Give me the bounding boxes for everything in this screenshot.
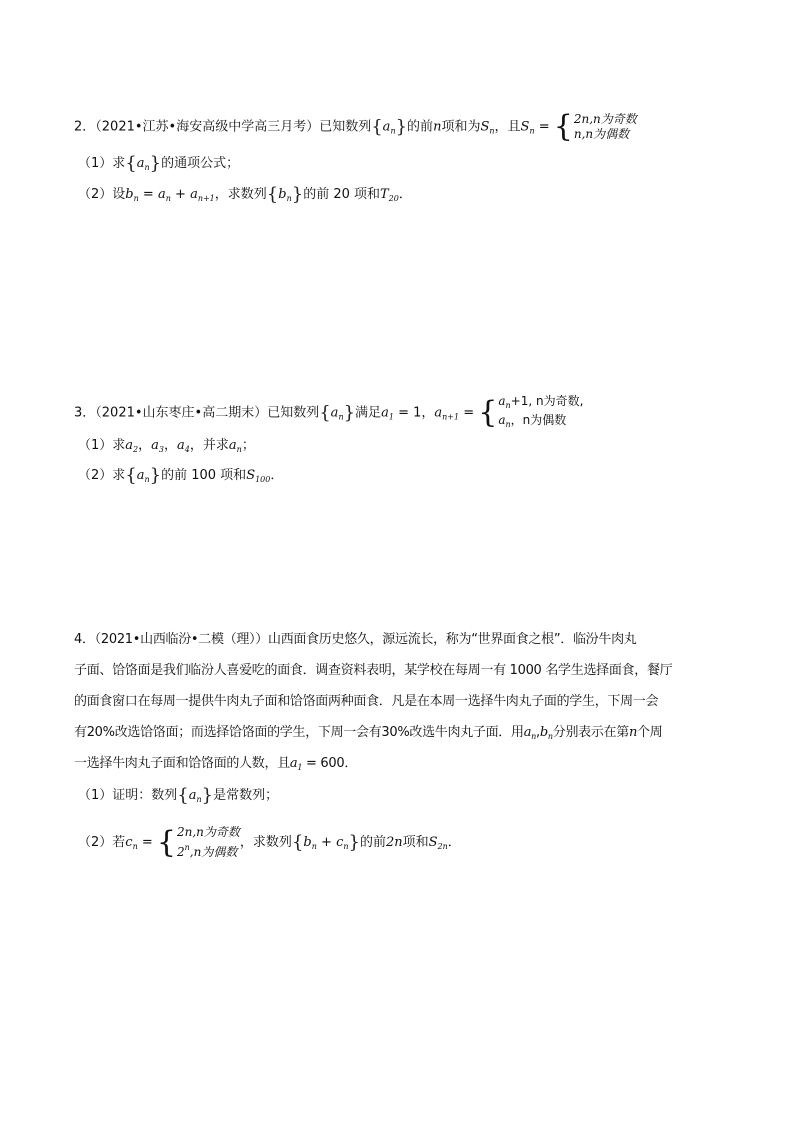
q2-p1-tail: 的通项公式； [161, 156, 240, 171]
q4-a1-val: = 600 [306, 756, 345, 771]
q2-tail: 项和为 [441, 119, 481, 135]
q3-case1-sub: n [505, 401, 511, 410]
q4-var-b-sub: n [547, 732, 553, 741]
q2-p2-plus: + [175, 187, 186, 202]
q2-source: （2021•江苏•海安高级中学高三月考） [95, 119, 320, 135]
q3-S-sub: 100 [255, 475, 271, 484]
q3-p2-a-sub: n [144, 475, 150, 484]
q4-p2-b-sub: n [311, 842, 317, 851]
q3-source: （2021•山东枣庄•高二期末） [95, 405, 268, 421]
q4-p2-mid: ，求数列 [239, 835, 292, 850]
q3-seq-sub: n [338, 412, 344, 422]
q3-case2-a: a [498, 413, 506, 427]
q2-S: S [480, 119, 490, 135]
q2-sub-n: n [390, 126, 396, 136]
q2-p1-label: （1）求 [78, 156, 126, 171]
brace-left: { [125, 153, 137, 174]
q3-part1 [78, 437, 255, 459]
q3-p1-label: （1）求 [78, 438, 126, 453]
q4-text-1: 山西面食历史悠久，源远流长，称为“世界面食之根”．临汾牛肉丸 [268, 632, 637, 647]
q3-comma1: ， [138, 438, 152, 453]
q3-p2-label: （2）求 [78, 468, 126, 483]
q4-p2-tail: 的前 [359, 835, 386, 850]
q2-p2-label: （2）设 [78, 187, 126, 202]
q4-p1-tail: 是常数列； [213, 788, 279, 803]
brace-left: { [291, 832, 304, 853]
q3-eq: = [463, 405, 475, 421]
q4-var-b: b [539, 725, 548, 740]
brace-left: { [319, 402, 331, 424]
q2-p2-a2: a [190, 187, 198, 202]
q2-part2 [78, 186, 412, 208]
q2-mid: 的前 [407, 119, 434, 135]
q4-text-4-tail: 个周 [637, 725, 663, 740]
q3-an: a [228, 438, 237, 453]
q2-T: T [380, 187, 389, 202]
brace-right: } [395, 116, 408, 138]
brace-right: } [348, 832, 360, 853]
q2-p2-b: b [125, 187, 134, 202]
q4-part1 [78, 787, 278, 809]
q4-line1 [74, 631, 636, 649]
q3-an1-sub: n+1 [442, 412, 460, 422]
q2-and: ，且 [494, 119, 521, 135]
q4-c: c [125, 835, 133, 850]
q4-number: 4． [74, 632, 95, 647]
q4-text-3: 的面食窗口在每周一提供牛肉丸子面和饸饹面两种面食．凡是在本周一选择牛肉丸子面的学生，下周一会 [74, 694, 659, 709]
q2-p2-tail: 的前 20 项和 [303, 187, 380, 202]
q4-line5 [74, 755, 357, 777]
q3-p2-a: a [136, 468, 145, 483]
q4-p2-end: 项和 [402, 835, 429, 850]
q2-part1 [78, 155, 239, 177]
q4-text-2: 子面、饸饹面是我们临汾人喜爱吃的面食．调查资料表明，某学校在每周一有 1000 名学生选择面食，餐厅 [74, 663, 673, 678]
q4-text-5: 一选择牛肉丸子面和饸饹面的人数，且 [74, 756, 290, 771]
q4-part2 [78, 825, 461, 860]
q4-period-1: ． [344, 756, 358, 771]
q4-var-a: a [523, 725, 532, 740]
q4-p2-b: b [303, 835, 312, 850]
q3-period: ． [270, 468, 284, 483]
brace-right: } [201, 785, 214, 806]
brace-left: { [177, 785, 189, 806]
q3-cond: 满足 [355, 405, 382, 421]
q2-p2-eq: = [142, 187, 154, 202]
q2-p1-a: a [136, 156, 145, 171]
q2-intro: 已知数列 [319, 119, 372, 135]
q2-number: 2． [74, 119, 96, 135]
q3-case2-sub: n [505, 420, 511, 429]
q4-p1-a-sub: n [196, 795, 202, 804]
q3-stem [74, 394, 583, 432]
q4-text-4-mid: 分别表示在第 [552, 725, 629, 740]
q4-line4: 有20%改选饸饹面；而选择饸饹面的学生，下周一会有30%改选牛肉丸子面．用$a_n,b_n$分别表示在第n个周 [74, 725, 663, 741]
q4-piecewise: {2n,n为奇数 2$^n$,n为偶数 [156, 824, 240, 860]
q3-a4: a [177, 438, 185, 453]
q2-case2: n,n为偶数 [573, 127, 630, 141]
q3-case2-tail: ，n为偶数 [510, 413, 567, 427]
q2-S2-sub: n [529, 126, 535, 136]
q3-piecewise: {$a_n+1$, n为奇数, $a_n$，n为偶数 [478, 394, 584, 430]
q3-p2-tail: 的前 100 项和 [161, 468, 247, 483]
q3-an-sub: n [236, 445, 242, 454]
q4-case2-tail: ,n为偶数 [189, 845, 238, 859]
q3-case1-tail: +1, n为奇数, [510, 394, 584, 408]
q4-case2-exp: n [184, 843, 190, 852]
q4-source: （2021•山西临汾•二模（理）） [94, 632, 268, 647]
q4-eq: = [141, 835, 153, 850]
q3-p1-tail: ，并求 [189, 438, 229, 453]
q2-p2-b2-sub: n [286, 194, 292, 203]
brace-left: { [266, 184, 279, 205]
q4-case2-base: 2 [177, 845, 185, 859]
brace-left: { [125, 465, 137, 486]
q3-a1-sub: 1 [388, 412, 394, 422]
q4-p2-plus: + [321, 835, 332, 850]
q3-a3-sub: 3 [158, 445, 165, 454]
q4-var-a-sub: n [531, 732, 537, 741]
q3-comma2: ， [164, 438, 178, 453]
q2-seq-a: a [382, 119, 391, 135]
q4-S: S [428, 835, 438, 850]
q4-p1-label: （1）证明：数列 [78, 788, 178, 803]
q2-piecewise: {2n,n为奇数 n,n为偶数 [553, 109, 637, 144]
q3-p1-end: ； [241, 438, 255, 453]
q3-number: 3． [74, 405, 96, 421]
q4-p2-label: （2）若 [78, 835, 126, 850]
q3-a2-sub: 2 [133, 445, 139, 454]
brace-right: } [343, 402, 356, 424]
q4-p2-c-sub: n [343, 842, 349, 851]
q3-a4-sub: 4 [184, 445, 190, 454]
q4-text-4: 有20%改选饸饹面；而选择饸饹面的学生，下周一会有30%改选牛肉丸子面．用 [74, 725, 524, 740]
q4-c-sub: n [132, 842, 138, 851]
q3-intro: 已知数列 [267, 405, 320, 421]
q2-p2-a1-sub: n [165, 194, 171, 203]
q4-line3 [74, 693, 658, 711]
q2-case1: 2n,n为奇数 [573, 112, 637, 126]
q3-seq-a: a [330, 405, 339, 421]
q2-p2-b2: b [278, 187, 287, 202]
q2-p2-b-sub: n [133, 194, 139, 203]
q3-part2 [78, 467, 283, 489]
q2-n: n [433, 119, 442, 135]
q2-p2-a1: a [157, 187, 166, 202]
q4-case1: 2n,n为奇数 [177, 825, 240, 839]
q2-p2-mid: ，求数列 [214, 187, 267, 202]
q4-p1-a: a [188, 788, 197, 803]
q3-eq1: = 1， [398, 405, 435, 421]
q4-period-2: ． [447, 835, 461, 850]
q4-p2-c: c [336, 835, 344, 850]
q4-var-n: n [628, 725, 638, 740]
q3-a3: a [151, 438, 159, 453]
q2-p1-sub: n [144, 163, 150, 172]
q3-S: S [246, 468, 256, 483]
q4-two-n: 2n [385, 835, 403, 850]
q3-a2: a [125, 438, 134, 453]
q2-eq: = [538, 119, 550, 135]
q2-period: ． [398, 187, 412, 202]
q3-case1-a: a [498, 394, 506, 408]
q2-p2-a2-sub: n+1 [197, 194, 215, 203]
brace-right: } [291, 184, 304, 205]
brace-right: } [149, 465, 162, 486]
q2-T-sub: 20 [388, 194, 399, 203]
q4-line2 [74, 662, 672, 680]
q3-an1: a [434, 405, 443, 421]
brace-left: { [371, 116, 383, 138]
q2-S2: S [520, 119, 530, 135]
q4-a1: a [289, 756, 298, 771]
q2-S-sub: n [489, 126, 495, 136]
q3-a1: a [381, 405, 389, 421]
q4-S-sub: 2n [437, 842, 448, 851]
brace-right: } [149, 153, 162, 174]
q4-a1-sub: 1 [297, 763, 303, 772]
q2-stem [74, 109, 637, 144]
